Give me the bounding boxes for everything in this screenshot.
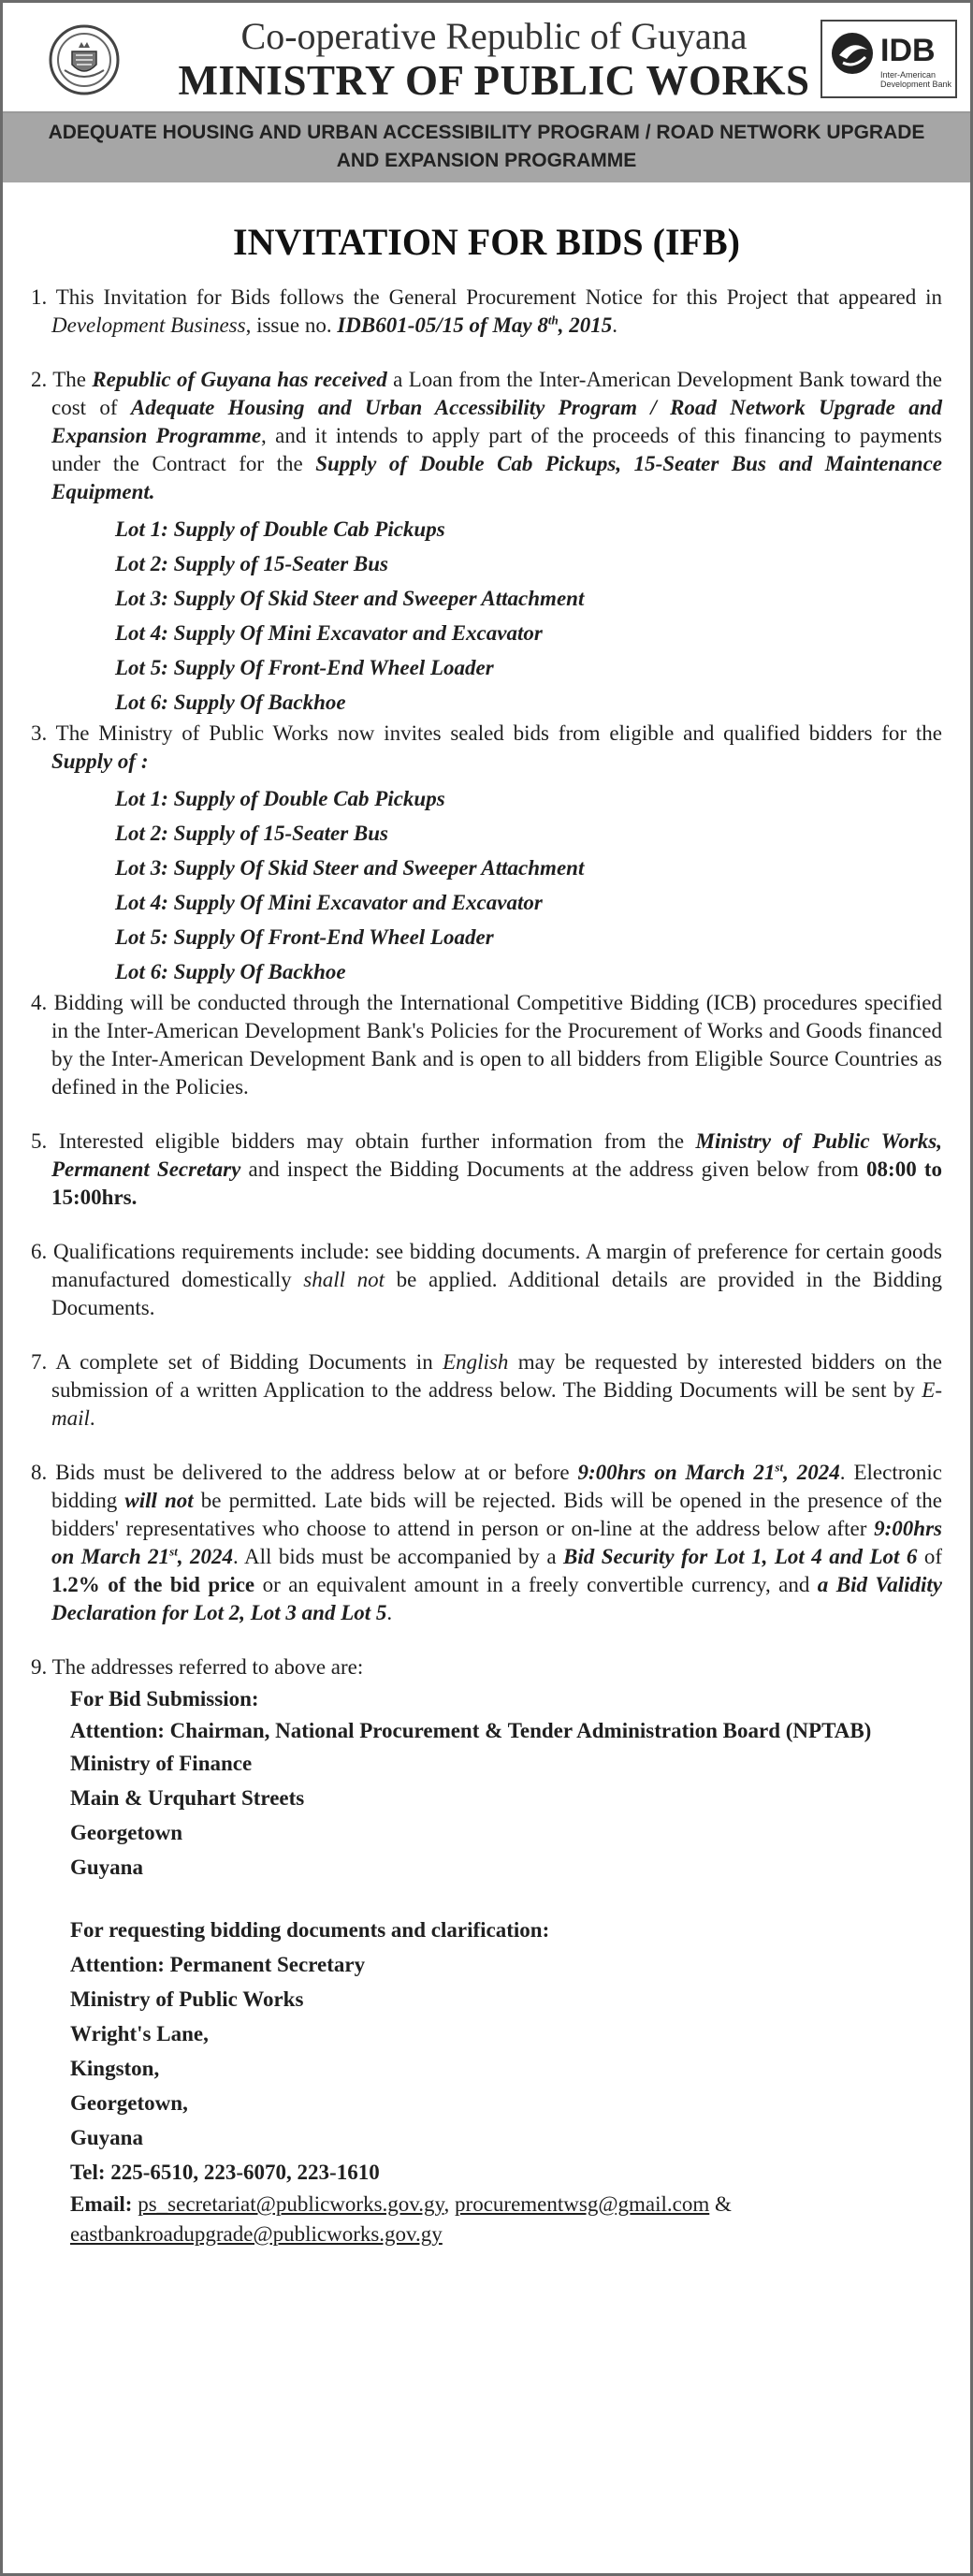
- telephone-line: Tel: 225-6510, 223-6070, 223-1610: [70, 2161, 380, 2184]
- paragraph-9-intro: 9. The addresses referred to above are:: [31, 1655, 364, 1679]
- lot-item: Lot 4: Supply Of Mini Excavator and Excavator: [115, 891, 543, 914]
- text: Supply of Double Cab Pickups, 15-Seater Bus and Maintenance Equipment.: [51, 452, 942, 503]
- submission-attention: Attention: Chairman, National Procurement & Tender Administration Board (NPTAB): [70, 1719, 872, 1742]
- address-line: Wright's Lane,: [70, 2022, 209, 2045]
- text: 3. The Ministry of Public Works now invites sealed bids from eligible and qualified bidders for the: [31, 721, 942, 745]
- header-titles: [171, 16, 817, 104]
- paragraph-6: [31, 1238, 942, 1322]
- text: be applied. Additional details are provided in the Bidding Documents.: [51, 1268, 943, 1319]
- page-title: INVITATION FOR BIDS (IFB): [233, 221, 740, 263]
- address-line: Georgetown: [70, 1821, 183, 1844]
- text: &: [709, 2192, 732, 2216]
- paragraph-8: [31, 1459, 942, 1627]
- email-link-1[interactable]: ps_secretariat@publicworks.gov.gy: [138, 2192, 444, 2216]
- text: ,: [443, 2192, 456, 2216]
- paragraph-5: [31, 1128, 942, 1212]
- ministry-name: MINISTRY OF PUBLIC WORKS: [178, 57, 810, 104]
- text: [337, 313, 612, 337]
- content: [3, 220, 970, 2249]
- text: and inspect the Bidding Documents at the address given below from: [240, 1157, 867, 1181]
- text: .: [612, 313, 617, 337]
- paragraph-3: [31, 720, 942, 776]
- paragraph-1: [31, 284, 942, 340]
- lot-item: Lot 5: Supply Of Front-End Wheel Loader: [115, 656, 494, 679]
- superscript: st: [169, 1544, 178, 1559]
- text: , 2015: [558, 313, 613, 337]
- text: 9:00hrs on March 21: [51, 1517, 942, 1568]
- text: 2. The: [31, 368, 93, 391]
- text: [578, 1461, 840, 1484]
- text: .: [386, 1601, 393, 1624]
- text: may be requested by interested bidders on the submission of a written Application to the address below. The Bidding Documents will be sent by: [51, 1350, 942, 1402]
- lot-item: Lot 5: Supply Of Front-End Wheel Loader: [115, 925, 494, 949]
- text: , and it intends to apply part of the proceeds of this financing to payments under the Contract for the: [51, 424, 942, 475]
- text: 9:00hrs on March 21: [577, 1461, 776, 1484]
- idb-logo: [821, 20, 957, 98]
- email-link-3[interactable]: eastbankroadupgrade@publicworks.gov.gy: [70, 2222, 443, 2246]
- lot-item: Lot 1: Supply of Double Cab Pickups: [115, 787, 445, 810]
- program-band: ADEQUATE HOUSING AND URBAN ACCESSIBILITY PROGRAM / ROAD NETWORK UPGRADE AND EXPANSION PROGRAMME: [3, 113, 970, 182]
- request-heading: For requesting bidding documents and clarification:: [70, 1918, 550, 1942]
- lot-item: Lot 3: Supply Of Skid Steer and Sweeper Attachment: [115, 587, 585, 610]
- email-link-2[interactable]: procurementwsg@gmail.com: [455, 2192, 710, 2216]
- text: English: [443, 1350, 509, 1374]
- text: 1. This Invitation for Bids follows the General Procurement Notice for this Project that appeared in: [31, 285, 942, 309]
- email-line: [31, 2190, 942, 2249]
- text: of: [917, 1545, 943, 1568]
- spacer: [31, 1885, 942, 1913]
- country-name: Co-operative Republic of Guyana: [240, 15, 748, 57]
- lot-list-1: [31, 512, 942, 720]
- text: be permitted. Late bids will be rejected. Bids will be opened in the presence of the bidders' representatives who choose to attend in person or on-line at the address below after: [51, 1489, 942, 1540]
- text: 1.2% of the bid price: [51, 1573, 255, 1596]
- text: E-mail: [51, 1378, 942, 1430]
- text: IDB601-05/15 of May 8: [337, 313, 548, 337]
- lot-item: Lot 2: Supply of 15-Seater Bus: [115, 822, 388, 845]
- text: Supply of :: [51, 750, 149, 773]
- lot-list-2: [31, 781, 942, 989]
- text: . All bids must be accompanied by a: [233, 1545, 563, 1568]
- text: 7. A complete set of Bidding Documents in: [31, 1350, 443, 1374]
- text: shall not: [303, 1268, 385, 1291]
- text: . Electronic bidding: [51, 1461, 943, 1512]
- text: 8. Bids must be delivered to the address below at or before: [31, 1461, 578, 1484]
- lot-item: Lot 6: Supply Of Backhoe: [115, 691, 346, 714]
- paragraph-2: [31, 366, 942, 506]
- text: Development Business: [51, 313, 246, 337]
- paragraph-4: 4. Bidding will be conducted through the International Competitive Bidding (ICB) procedures specified in the Inter-American Development Bank's Policies for the Procurement of Works and Goods financed by the Inter-American Development Bank and is open to all bidders from Eligible Source Countries as defined in the Policies.: [31, 991, 942, 1099]
- superscript: st: [775, 1460, 784, 1475]
- text: .: [89, 1406, 95, 1430]
- lot-item: Lot 3: Supply Of Skid Steer and Sweeper Attachment: [115, 856, 585, 880]
- superscript: th: [547, 313, 559, 327]
- address-line: Guyana: [70, 1856, 143, 1879]
- text: 5. Interested eligible bidders may obtain further information from the: [31, 1129, 696, 1153]
- email-label: Email:: [70, 2192, 133, 2216]
- address-line: Kingston,: [70, 2057, 160, 2080]
- lot-item: Lot 4: Supply Of Mini Excavator and Excavator: [115, 621, 543, 645]
- text: Republic of Guyana has received: [92, 368, 387, 391]
- idb-logo-subtext: Inter-American Development Bank: [880, 70, 952, 89]
- header: [3, 3, 970, 113]
- address-line: Ministry of Finance: [70, 1752, 253, 1775]
- text: Bid Security for Lot 1, Lot 4 and Lot 6: [563, 1545, 918, 1568]
- address-line: Guyana: [70, 2126, 143, 2149]
- lot-item: Lot 2: Supply of 15-Seater Bus: [115, 552, 388, 575]
- lot-item: Lot 1: Supply of Double Cab Pickups: [115, 517, 445, 541]
- text: , 2024: [177, 1545, 234, 1568]
- guyana-coat-of-arms-icon: [48, 23, 121, 96]
- text: 6. Qualifications requirements include: see bidding documents. A margin of preference for certain goods manufactured domestically: [31, 1240, 942, 1291]
- text: will not: [124, 1489, 194, 1512]
- submission-heading: For Bid Submission:: [70, 1687, 259, 1710]
- address-line: Georgetown,: [70, 2091, 188, 2115]
- idb-mark-icon: [830, 31, 875, 76]
- text: , issue no.: [245, 313, 338, 337]
- address-line: Attention: Permanent Secretary: [70, 1953, 366, 1976]
- text: Ministry of Public Works, Permanent Secretary: [51, 1129, 942, 1181]
- idb-logo-text: IDB: [880, 33, 936, 68]
- text: Adequate Housing and Urban Accessibility Program / Road Network Upgrade and Expansion Programme: [51, 396, 942, 447]
- address-line: Main & Urquhart Streets: [70, 1786, 305, 1810]
- text: or an equivalent amount in a freely convertible currency, and: [254, 1573, 818, 1596]
- text: a Loan from the Inter-American Development Bank toward the cost of: [51, 368, 942, 419]
- paragraph-7: [31, 1348, 942, 1433]
- lot-item: Lot 6: Supply Of Backhoe: [115, 960, 346, 983]
- address-line: Ministry of Public Works: [70, 1987, 304, 2011]
- text: 08:00 to 15:00hrs.: [51, 1157, 942, 1209]
- text: a Bid Validity Declaration for Lot 2, Lot 3 and Lot 5: [51, 1573, 942, 1624]
- text: , 2024: [783, 1461, 840, 1484]
